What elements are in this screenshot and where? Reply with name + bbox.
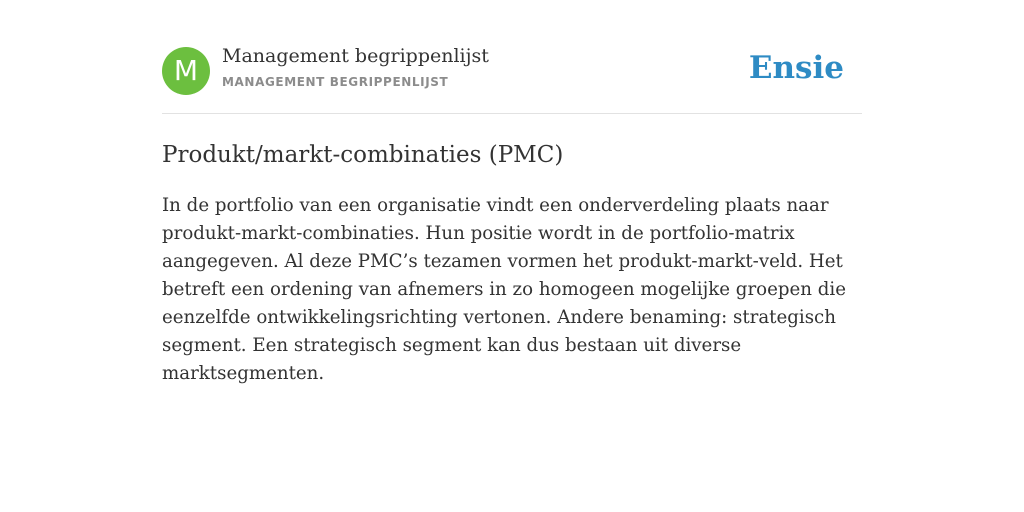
term-title: Produkt/markt-combinaties (PMC) bbox=[162, 142, 564, 168]
source-subtitle: MANAGEMENT BEGRIPPENLIJST bbox=[222, 75, 449, 89]
card-header bbox=[162, 0, 862, 114]
ensie-logo[interactable]: Ensie bbox=[748, 50, 844, 86]
definition-text: In de portfolio van een organisatie vindt een onderverdeling plaats naar produkt-markt-combinaties. Hun positie wordt in de portfolio-matrix aangegeven. Al deze PMC’s tezamen vormen het produkt-markt-veld. Het betreft een ordening van afnemers in zo homogeen mogelijke groepen die eenzelfde ontwikkelingsrichting vertonen. Andere benaming: strategisch segment. Een strategisch segment kan dus bestaan uit diverse marktsegmenten. bbox=[162, 195, 846, 384]
source-title[interactable]: Management begrippenlijst bbox=[222, 45, 489, 67]
source-avatar[interactable]: M bbox=[162, 47, 210, 95]
definition-card bbox=[162, 0, 862, 388]
